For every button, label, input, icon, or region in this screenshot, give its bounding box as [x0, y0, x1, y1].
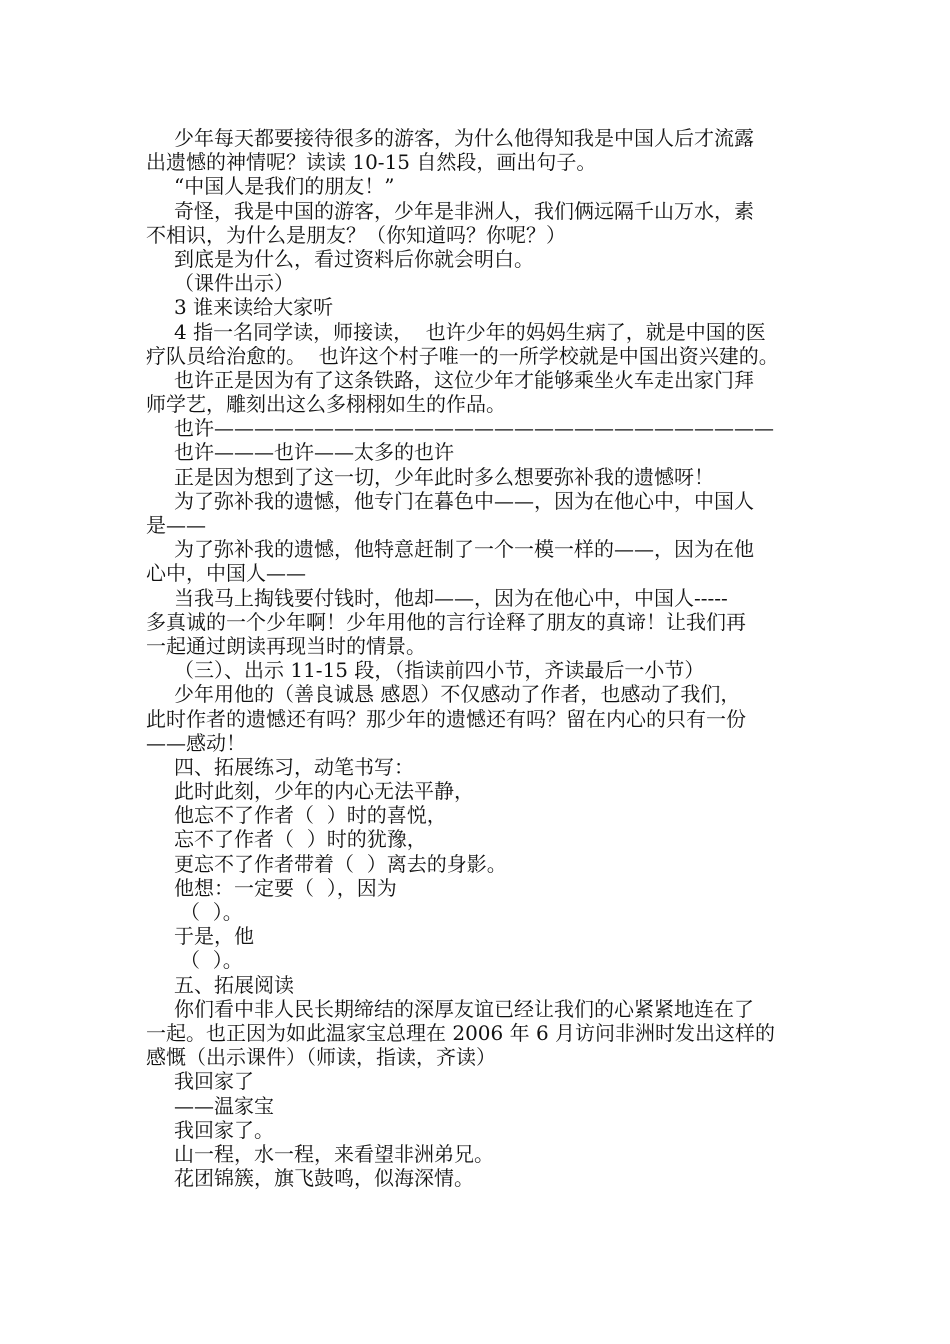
text-line: 此时此刻，少年的内心无法平静， [174, 779, 474, 804]
text-line: 当我马上掏钱要付钱时，他却——，因为在他心中，中国人----- [174, 585, 728, 610]
text-line: 4 指一名同学读，师接读， 也许少年的妈妈生病了，就是中国的医 [174, 319, 766, 344]
text-line: 也许———————————————————————————— [174, 416, 774, 441]
text-line: 为了弥补我的遗憾，他特意赶制了一个一模一样的——，因为在他 [174, 537, 754, 562]
text-line: “中国人是我们的朋友！” [174, 174, 395, 199]
document-body [146, 126, 806, 1190]
text-line: 一起。也正因为如此温家宝总理在 2006 年 6 月访问非洲时发出这样的 [146, 1020, 776, 1045]
text-line: 忘不了作者（ ）时的犹豫， [174, 827, 427, 852]
text-line: 出遗憾的神情呢？读读 10-15 自然段，画出句子。 [146, 150, 597, 175]
text-line: 为了弥补我的遗憾，他专门在暮色中——，因为在他心中，中国人 [174, 488, 754, 513]
text-line: 是—— [146, 513, 206, 537]
text-line: 3 谁来读给大家听 [174, 295, 334, 320]
text-line: 心中，中国人—— [146, 561, 306, 586]
text-line: 四、拓展练习，动笔书写： [174, 754, 414, 779]
text-line: 到底是为什么，看过资料后你就会明白。 [174, 246, 534, 271]
text-line: 花团锦簇，旗飞鼓鸣，似海深情。 [174, 1166, 474, 1191]
text-line: 感慨（出示课件）（师读，指读，齐读） [146, 1045, 496, 1070]
text-line: ——感动！ [146, 730, 246, 755]
text-line: 你们看中非人民长期缔结的深厚友谊已经让我们的心紧紧地连在了 [174, 996, 754, 1021]
text-line: 少年用他的（善良诚恳 感恩）不仅感动了作者，也感动了我们， [174, 682, 741, 707]
text-line: 少年每天都要接待很多的游客，为什么他得知我是中国人后才流露 [174, 126, 754, 150]
text-line: 也许———也许——太多的也许 [174, 440, 454, 465]
text-line: 他想：一定要（ ），因为 [174, 875, 397, 900]
text-line: 此时作者的遗憾还有吗？那少年的遗憾还有吗？留在内心的只有一份 [146, 706, 746, 731]
text-line: 不相识，为什么是朋友？（你知道吗？你呢？） [146, 222, 566, 247]
text-line: 正是因为想到了这一切，少年此时多么想要弥补我的遗憾呀！ [174, 464, 714, 489]
text-line: 也许正是因为有了这条铁路，这位少年才能够乘坐火车走出家门拜 [174, 367, 754, 392]
text-line: 疗队员给治愈的。 也许这个村子唯一的一所学校就是中国出资兴建的。 [146, 343, 779, 368]
text-line: 一起通过朗读再现当时的情景。 [146, 633, 426, 658]
text-line: 奇怪，我是中国的游客，少年是非洲人，我们俩远隔千山万水，素 [174, 198, 754, 223]
text-line: （三）、出示 11-15 段，（指读前四小节，齐读最后一小节） [174, 658, 705, 683]
text-line: ——温家宝 [174, 1093, 274, 1118]
text-line: （ ）。 [180, 948, 243, 973]
text-line: 山一程，水一程，来看望非洲弟兄。 [174, 1141, 494, 1166]
text-line: 于是，他 [174, 924, 254, 949]
text-line: 更忘不了作者带着（ ）离去的身影。 [174, 851, 507, 876]
text-line: 我回家了。 [174, 1117, 274, 1142]
text-line: 他忘不了作者（ ）时的喜悦， [174, 803, 447, 828]
text-line: 五、拓展阅读 [174, 972, 294, 997]
text-line: （ ）。 [180, 900, 243, 924]
text-line: 师学艺，雕刻出这么多栩栩如生的作品。 [146, 392, 506, 417]
text-line: 我回家了 [174, 1069, 254, 1094]
text-line: 多真诚的一个少年啊！少年用他的言行诠释了朋友的真谛！让我们再 [146, 609, 746, 634]
text-line: （课件出示） [174, 271, 294, 296]
